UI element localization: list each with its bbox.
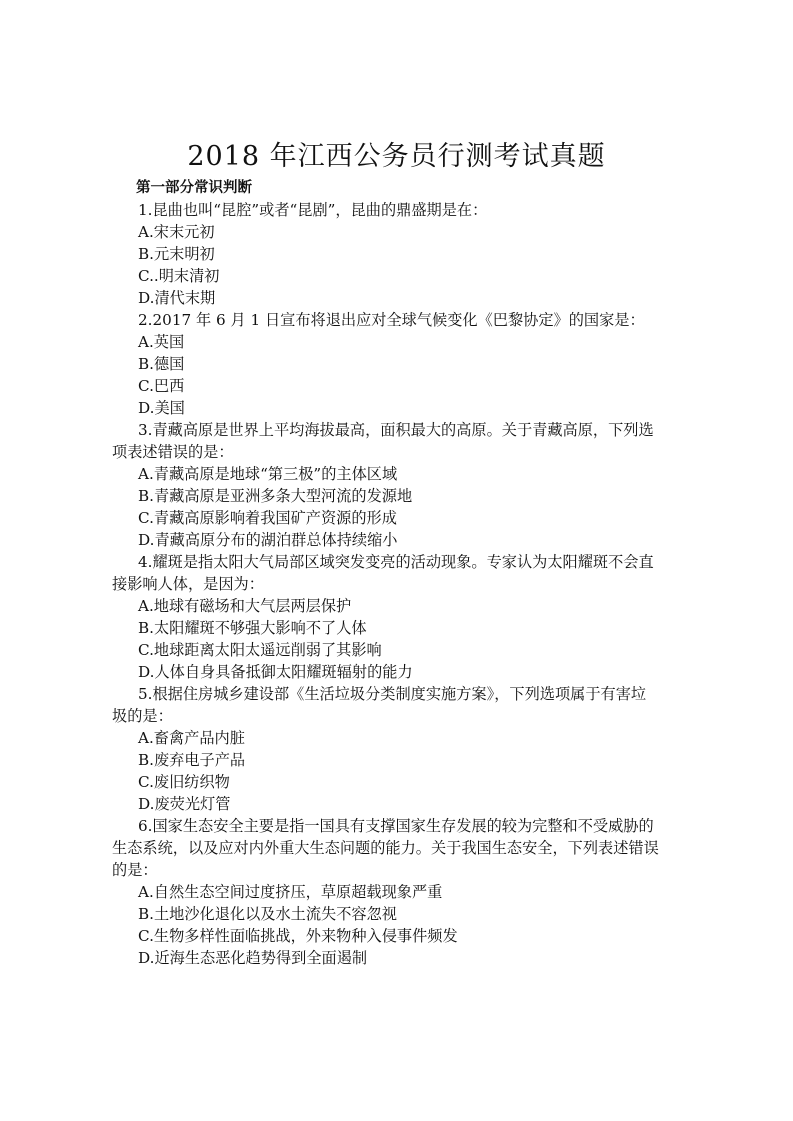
question-stem: 1.昆曲也叫“昆腔”或者“昆剧”，昆曲的鼎盛期是在： <box>138 201 488 219</box>
option-c: C.巴西 <box>138 377 185 395</box>
option-b: B.元末明初 <box>138 245 215 263</box>
option-list <box>112 331 697 419</box>
option-b: B.土地沙化退化以及水土流失不容忽视 <box>138 905 397 923</box>
question-3 <box>112 419 697 551</box>
question-stem-continued-2: 的是： <box>112 861 158 879</box>
option-list <box>112 727 697 815</box>
option-a: A.畜禽产品内脏 <box>138 729 245 747</box>
option-d: D.人体自身具备抵御太阳耀斑辐射的能力 <box>138 663 413 681</box>
document-title: 2018 年江西公务员行测考试真题 <box>187 141 606 172</box>
question-stem: 3.青藏高原是世界上平均海拔最高，面积最大的高原。关于青藏高原，下列选 <box>138 421 654 439</box>
question-6 <box>112 815 697 969</box>
option-a: A.自然生态空间过度挤压，草原超载现象严重 <box>138 883 443 901</box>
option-list <box>112 881 697 969</box>
section-title: 第一部分常识判断 <box>136 179 252 196</box>
option-a: A.英国 <box>138 333 185 351</box>
option-d: D.美国 <box>138 399 185 417</box>
option-b: B.太阳耀斑不够强大影响不了人体 <box>138 619 367 637</box>
question-2 <box>112 309 697 419</box>
question-stem: 2.2017 年 6 月 1 日宣布将退出应对全球气候变化《巴黎协定》的国家是： <box>138 311 645 329</box>
option-list <box>112 463 697 551</box>
option-c: C.地球距离太阳太遥远削弱了其影响 <box>138 641 382 659</box>
option-c: C.废旧纺织物 <box>138 773 230 791</box>
option-d: D.清代末期 <box>138 289 216 307</box>
option-d: D.废荧光灯管 <box>138 795 231 813</box>
option-list <box>112 595 697 683</box>
option-c: C..明末清初 <box>138 267 220 285</box>
option-d: D.青藏高原分布的湖泊群总体持续缩小 <box>138 531 398 549</box>
question-stem-continued: 圾的是： <box>112 707 173 725</box>
question-4 <box>112 551 697 683</box>
question-stem-continued: 项表述错误的是： <box>112 443 234 461</box>
option-d: D.近海生态恶化趋势得到全面遏制 <box>138 949 368 967</box>
option-c: C.青藏高原影响着我国矿产资源的形成 <box>138 509 397 527</box>
option-list <box>112 221 697 309</box>
option-b: B.废弃电子产品 <box>138 751 246 769</box>
question-5 <box>112 683 697 815</box>
option-a: A.青藏高原是地球“第三极”的主体区域 <box>138 465 398 483</box>
option-a: A.宋末元初 <box>138 223 215 241</box>
question-stem: 6.国家生态安全主要是指一国具有支撑国家生存发展的较为完整和不受威胁的 <box>138 817 654 835</box>
option-c: C.生物多样性面临挑战，外来物种入侵事件频发 <box>138 927 458 945</box>
option-a: A.地球有磁场和大气层两层保护 <box>138 597 352 615</box>
option-b: B.德国 <box>138 355 185 373</box>
question-stem: 4.耀斑是指太阳大气局部区域突发变亮的活动现象。专家认为太阳耀斑不会直 <box>138 553 654 571</box>
document-body <box>112 177 697 969</box>
question-stem: 5.根据住房城乡建设部《生活垃圾分类制度实施方案》，下列选项属于有害垃 <box>138 685 647 703</box>
option-b: B.青藏高原是亚洲多条大型河流的发源地 <box>138 487 413 505</box>
question-stem-continued: 生态系统，以及应对内外重大生态问题的能力。关于我国生态安全，下列表述错误 <box>112 839 659 857</box>
question-stem-continued: 接影响人体，是因为： <box>112 575 264 593</box>
question-1 <box>112 199 697 309</box>
